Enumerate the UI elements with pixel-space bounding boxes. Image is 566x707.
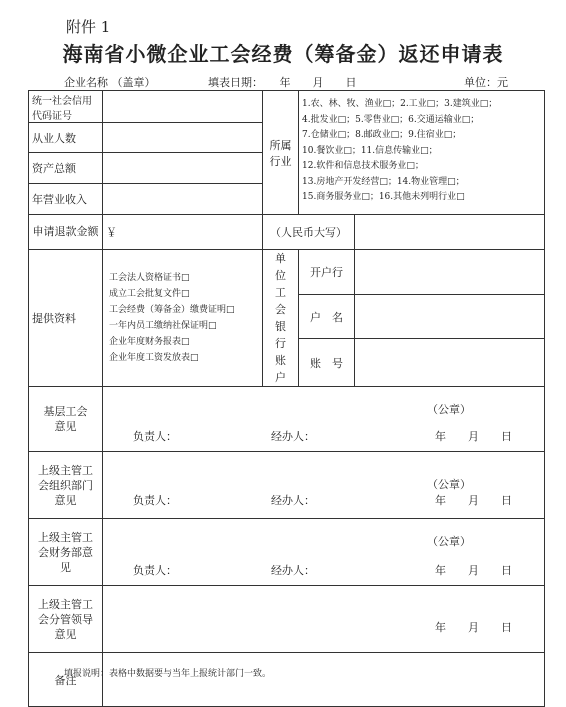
industry-options[interactable] — [299, 91, 545, 215]
form-title: 海南省小微企业工会经费（筹备金）返还申请表 — [62, 42, 504, 66]
credit-code-field[interactable] — [103, 91, 263, 123]
document-item: 工会经费（筹备金）缴费证明□ — [109, 305, 235, 315]
document-item: 成立工会批复文件□ — [109, 289, 190, 299]
remarks-label: 备注 — [29, 653, 103, 707]
documents-list[interactable] — [103, 250, 263, 387]
document-item: 企业年度工资发放表□ — [109, 353, 199, 363]
refund-amount-label: 申请退款金额 — [29, 215, 103, 250]
employees-field[interactable] — [103, 123, 263, 153]
opinion-label: 上级主管工会分管领导意见 — [29, 586, 103, 653]
document-item: 工会法人资格证书□ — [109, 273, 190, 283]
document-item: 企业年度财务报表□ — [109, 337, 190, 347]
document-item: 一年内员工缴纳社保证明□ — [109, 321, 217, 331]
handler-label: 经办人： — [271, 494, 315, 507]
application-form-table — [28, 90, 545, 707]
date-label: 年 月 日 — [435, 494, 512, 507]
industry-line: 4.批发业□；5.零售业□；6.交通运输业□； — [302, 114, 480, 125]
revenue-label: 年营业收入 — [29, 184, 103, 215]
refund-uppercase-field[interactable] — [355, 215, 545, 250]
account-name-field[interactable] — [355, 294, 545, 339]
documents-label: 提供资料 — [29, 250, 103, 387]
date-label: 年 月 日 — [435, 430, 512, 443]
seal-label: （公章） — [427, 478, 471, 491]
footer-note: 填报说明：表格中数据要与当年上报统计部门一致。 — [64, 669, 272, 679]
seal-label: （公章） — [427, 535, 471, 548]
opinion-label: 基层工会意见 — [29, 387, 103, 452]
account-name-label: 户 名 — [299, 294, 355, 339]
industry-line: 7.仓储业□；8.邮政业□；9.住宿业□； — [302, 130, 462, 140]
revenue-field[interactable] — [103, 184, 263, 215]
employees-label: 从业人数 — [29, 123, 103, 153]
refund-amount-field[interactable] — [103, 215, 263, 250]
industry-line: 10.餐饮业□；11.信息传输业□； — [302, 145, 438, 156]
leader-label: 负责人： — [133, 430, 177, 443]
org-dept-opinion[interactable] — [103, 452, 545, 519]
leader-label: 负责人： — [133, 564, 177, 577]
date-label: 年 月 日 — [435, 621, 512, 634]
account-number-label: 账 号 — [299, 339, 355, 387]
date-label: 年 月 日 — [435, 564, 512, 577]
handler-label: 经办人： — [271, 564, 315, 577]
assets-field[interactable] — [103, 153, 263, 184]
unit-label: 单位：元 — [464, 76, 508, 89]
annex-label: 附件 1 — [66, 18, 111, 36]
company-name-label: 企业名称 （盖章） — [64, 76, 156, 89]
seal-label: （公章） — [427, 403, 471, 416]
bank-account-label: 单位工会银行账户 — [263, 250, 299, 387]
assets-label: 资产总额 — [29, 153, 103, 184]
bank-name-label: 开户行 — [299, 250, 355, 295]
bank-name-field[interactable] — [355, 250, 545, 295]
account-number-field[interactable] — [355, 339, 545, 387]
industry-line: 13.房地产开发经营□；14.物业管理□； — [302, 176, 465, 187]
yuan-symbol: ￥ — [106, 226, 117, 239]
credit-code-label: 统一社会信用代码证号 — [29, 91, 103, 123]
leader-opinion[interactable] — [103, 586, 545, 653]
industry-line: 1.农、林、牧、渔业□；2.工业□；3.建筑业□； — [302, 99, 498, 109]
opinion-label: 上级主管工会组织部门意见 — [29, 452, 103, 519]
handler-label: 经办人： — [271, 430, 315, 443]
refund-uppercase-label: （人民币大写） — [263, 215, 355, 250]
finance-dept-opinion[interactable] — [103, 519, 545, 586]
industry-line: 15.商务服务业□；16.其他未列明行业□ — [302, 192, 465, 202]
fill-date-label: 填表日期： 年 月 日 — [208, 76, 357, 89]
leader-label: 负责人： — [133, 494, 177, 507]
grassroots-union-opinion[interactable] — [103, 387, 545, 452]
opinion-label: 上级主管工会财务部意见 — [29, 519, 103, 586]
industry-label: 所属行业 — [263, 91, 299, 215]
industry-line: 12.软件和信息技术服务业□； — [302, 161, 424, 171]
remarks-field[interactable] — [103, 653, 545, 707]
